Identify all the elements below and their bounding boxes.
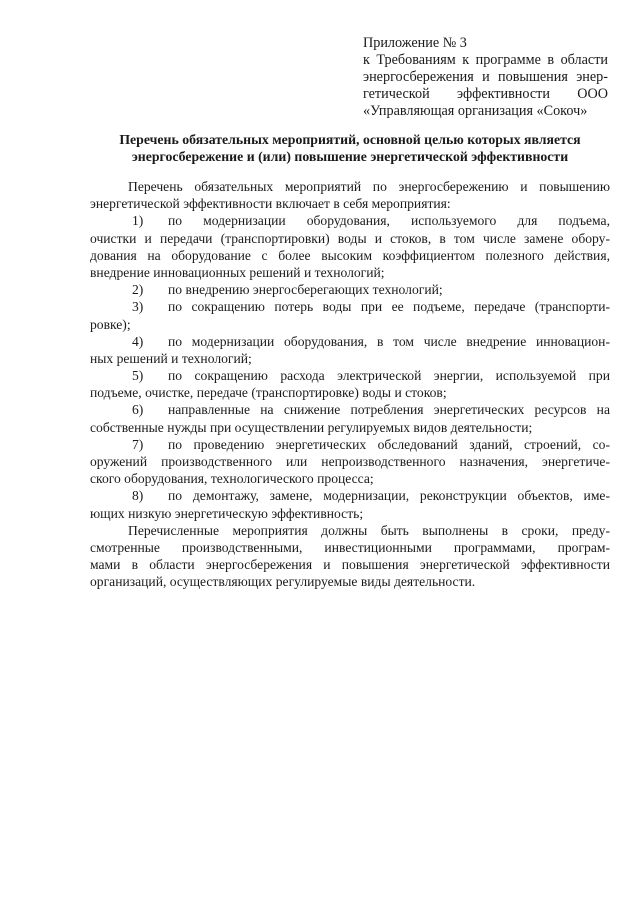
list-item-number: 7) (132, 436, 144, 452)
list-item-text: по модернизации оборудования, в том числе внедрение инновацион- (168, 333, 610, 349)
closing-line (90, 522, 610, 539)
heading-line: энергосбережение и (или) повышение энергетической эффективности (131, 149, 569, 164)
list-item-number: 5) (132, 368, 144, 384)
list-item-number: 2) (132, 282, 144, 298)
appendix-line: энергосбережения и повышения энер- (363, 69, 608, 85)
list-item-number: 3) (132, 299, 144, 315)
list-item-line: ровке); (90, 316, 131, 332)
closing-line: смотренные производственными, инвестиционными программами, програм- (90, 539, 610, 555)
intro-text: Перечень обязательных мероприятий по энергосбережению и повышению (128, 179, 610, 194)
list-item-number: 4) (132, 333, 144, 349)
appendix-title: Приложение № 3 (363, 35, 467, 51)
list-item-line: подъеме, очистке, передаче (транспортировке) воды и стоков; (90, 385, 447, 401)
list-item-text: по сокращению потерь воды при ее подъеме, передаче (транспорти- (168, 299, 610, 315)
closing-line: организаций, осуществляющих регулируемые виды деятельности. (90, 574, 476, 590)
document-heading (92, 131, 608, 165)
list-item-line: собственные нужды при осуществлении регулируемых видов деятельности; (90, 419, 533, 435)
list-item-number: 8) (132, 488, 144, 504)
appendix-line: «Управляющая организация «Сокоч» (363, 103, 588, 119)
list-item-text: по демонтажу, замене, модернизации, реконструкции объектов, име- (168, 488, 610, 504)
list-item-number: 6) (132, 402, 144, 418)
closing-line: мами в области энергосбережения и повышения энергетической эффективности (90, 557, 610, 573)
list-item-text: по проведению энергетических обследований зданий, строений, со- (168, 436, 610, 452)
list-item-line (90, 367, 610, 384)
list-item-line: внедрение инновационных решений и технологий; (90, 264, 385, 280)
list-item-line: ных решений и технологий; (90, 350, 252, 366)
document-body (90, 178, 610, 591)
intro-line: энергетической эффективности включает в себя мероприятия: (90, 196, 451, 212)
list-item-line (90, 298, 610, 315)
list-item-text: направленные на снижение потребления энергетических ресурсов на (168, 402, 610, 418)
list-item-line (90, 333, 610, 350)
list-item-line: ского оборудования, технологического процесса; (90, 471, 374, 487)
intro-line (90, 178, 610, 195)
list-item-line (90, 212, 610, 229)
list-item-line: оружений производственного или непроизводственного назначения, энергетиче- (90, 454, 610, 469)
list-item-line (90, 401, 610, 418)
list-item-line: очистки и передачи (транспортировки) воды и стоков, в том числе замене обору- (90, 230, 610, 246)
appendix-line: к Требованиям к программе в области (363, 52, 608, 68)
list-item-line (90, 436, 610, 453)
closing-text: Перечисленные мероприятия должны быть выполнены в сроки, преду- (128, 522, 610, 538)
list-item-line: ющих низкую энергетическую эффективность; (90, 505, 364, 521)
list-item-number: 1) (132, 213, 144, 229)
list-item-line: дования на оборудование с более высоким коэффициентом полезного действия, (90, 247, 610, 263)
list-item-text: по сокращению расхода электрической энергии, используемой при (168, 368, 610, 384)
appendix-line: гетической эффективности ООО (363, 86, 608, 102)
measures-list (90, 212, 610, 521)
appendix-note (363, 35, 608, 120)
list-item-line (90, 281, 610, 298)
list-item-line (90, 487, 610, 504)
heading-line: Перечень обязательных мероприятий, основной целью которых является (119, 132, 581, 147)
list-item-text: по внедрению энергосберегающих технологий; (168, 282, 443, 298)
list-item-text: по модернизации оборудования, используемого для подъема, (168, 213, 610, 229)
